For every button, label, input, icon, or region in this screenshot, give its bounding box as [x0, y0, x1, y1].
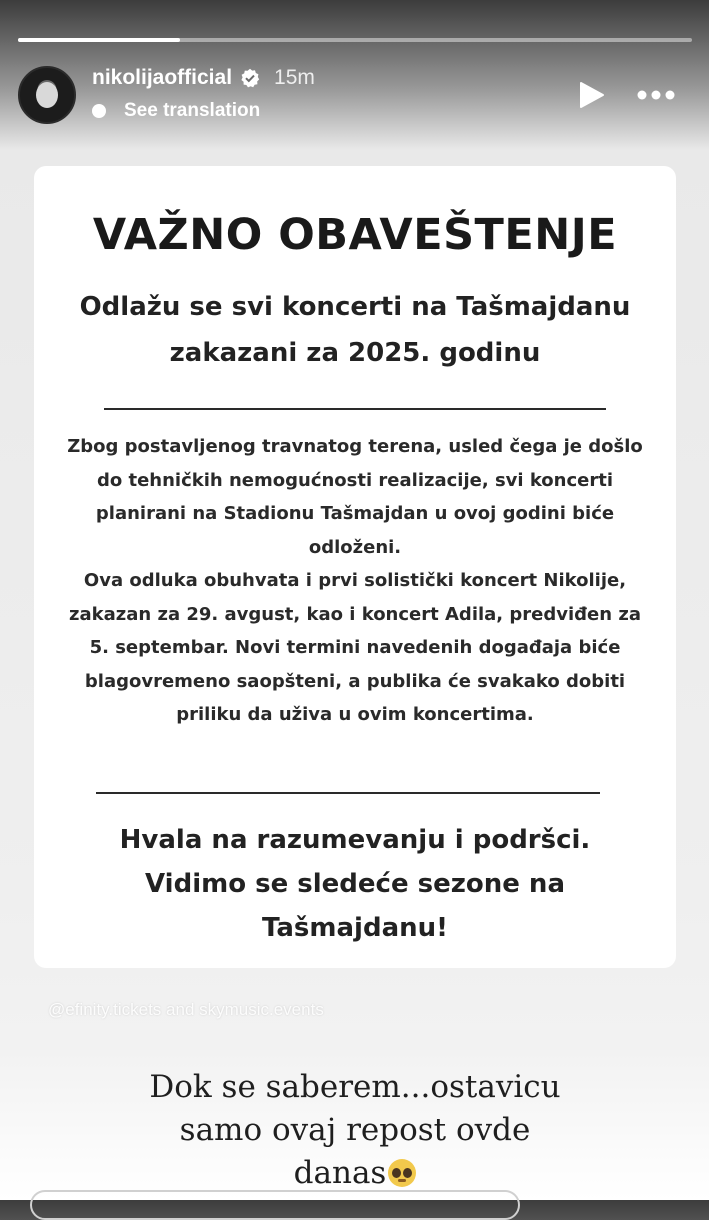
closing-line: Tašmajdanu! [262, 913, 448, 943]
see-translation-link[interactable] [92, 100, 260, 122]
post-time: 15m [274, 66, 315, 89]
reply-input[interactable] [30, 1190, 520, 1220]
subtitle-line: Odlažu se svi koncerti na Tašmajdanu [79, 292, 631, 322]
body-paragraph: Ova odluka obuhvata i prvi solistički koncert Nikolije, zakazan za 29. avgust, kao i koncert Adila, predviđen za 5. septembar. Novi termini navedenih događaja biće blagovremeno saopšteni, a publika će svakako dobiti priliku da uživa u ovim koncertima. [69, 570, 641, 725]
closing-line: Vidimo se sledeće sezone na [145, 869, 565, 899]
announcement-subtitle [50, 284, 660, 376]
announcement-body [58, 430, 652, 732]
pleading-face-emoji-icon [388, 1159, 416, 1187]
closing-line: Hvala na razumevanju i podršci. [119, 825, 591, 855]
story-progress-fill [18, 38, 180, 42]
announcement-card [34, 166, 676, 968]
body-paragraph: Zbog postavljenog travnatog terena, usled čega je došlo do tehničkih nemogućnosti realizacije, svi koncerti planirani na Stadionu Tašmajdan u ovoj godini biće odloženi. [67, 436, 643, 558]
divider [96, 792, 600, 794]
translate-dot-icon [92, 104, 106, 118]
avatar-face [36, 82, 58, 108]
story-caption [80, 1066, 630, 1195]
avatar[interactable] [18, 66, 76, 124]
verified-badge-icon [240, 68, 260, 88]
caption-line: Dok se saberem...ostavicu [149, 1069, 561, 1105]
subtitle-line: zakazani za 2025. godinu [169, 338, 541, 368]
profile-header [92, 66, 315, 90]
story-progress-bar [18, 38, 692, 42]
more-options-icon[interactable] [634, 82, 678, 108]
play-icon[interactable] [576, 80, 606, 110]
see-translation-label: See translation [124, 100, 261, 121]
announcement-closing [54, 818, 656, 950]
caption-line: danas [293, 1155, 387, 1191]
announcement-title: VAŽNO OBAVEŠTENJE [92, 210, 618, 260]
repost-credit[interactable]: @efinity.tickets and skymusic.events [48, 1000, 324, 1019]
divider [104, 408, 606, 410]
username[interactable]: nikolijaofficial [92, 66, 233, 89]
caption-line: samo ovaj repost ovde [179, 1112, 531, 1148]
caption-line-last [80, 1152, 630, 1195]
